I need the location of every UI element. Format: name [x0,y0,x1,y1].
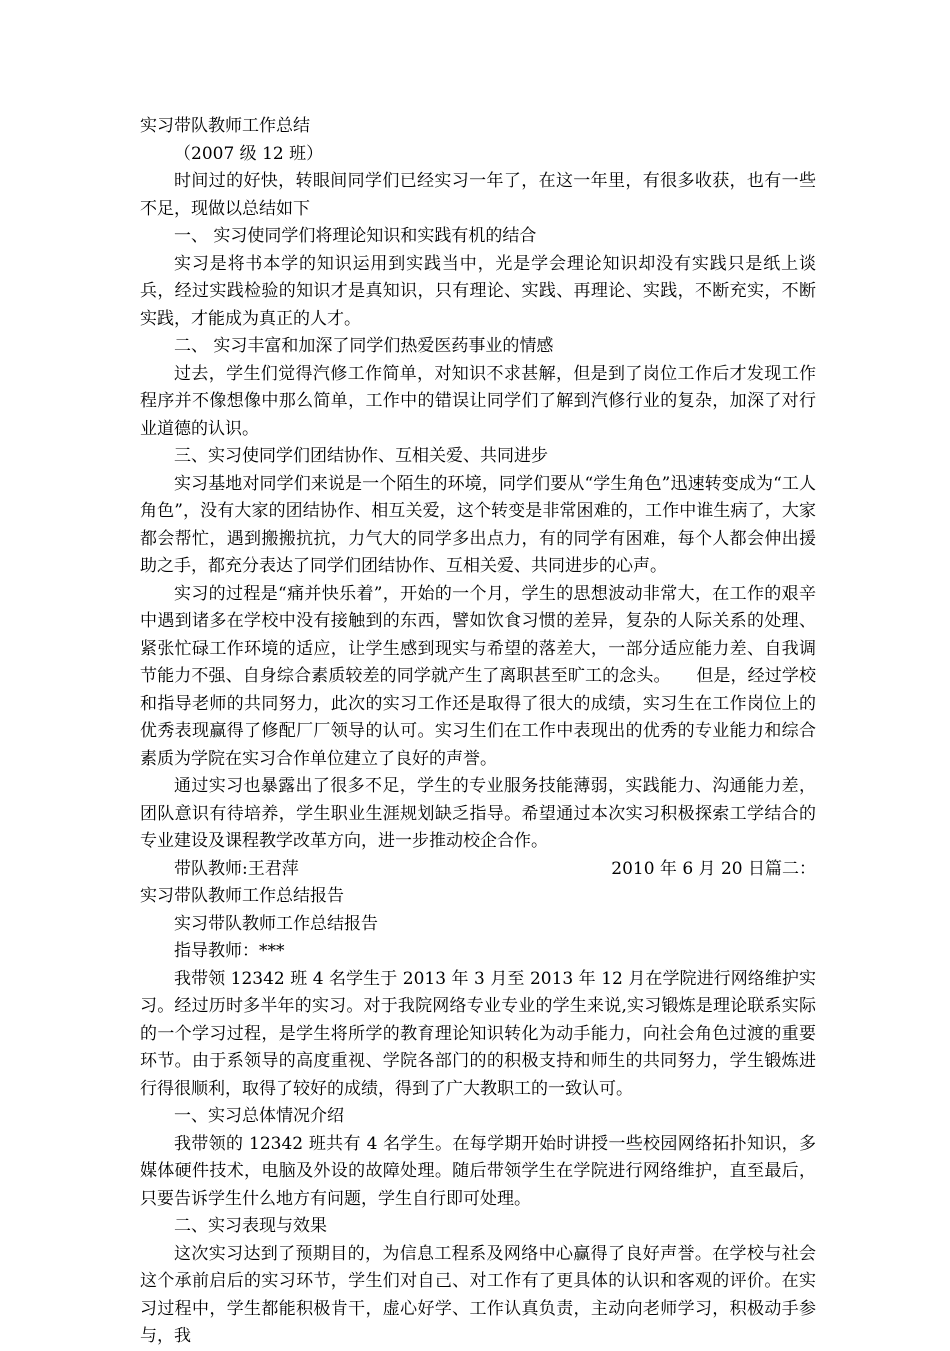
document-body [140,113,816,1351]
document-title: 实习带队教师工作总结 [140,116,310,136]
report-paragraph-2: 我带领的 12342 班共有 4 名学生。在每学期开始时讲授一些校园网络拓扑知识，多媒体硬件技术，电脑及外设的故障处理。随后带领学生在学院进行网络维护，直至最后，只要告诉学生什么地方有问题，学生自行即可处理。 [140,1133,816,1209]
signature-date: 2010 年 6 月 20 日篇二： [611,858,816,879]
report-paragraph-1: 我带领 12342 班 4 名学生于 2013 年 3 月至 2013 年 12 月在学院进行网络维护实习。经过历时多半年的实习。对于我院网络专业专业的学生来说,实习锻炼是理论联系实际的一个学习过程，是学生将所学的教育理论知识转化为动手能力，向社会角色过渡的重要环节。由于系领导的高度重视、学院各部门的的积极支持和师生的共同努力，学生锻炼进行得很顺利，取得了较好的成绩，得到了广大教职工的一致认可。 [140,968,816,1099]
signature-row [140,856,816,884]
second-title-line: 实习带队教师工作总结报告 [140,886,344,906]
paragraph-1: 实习是将书本学的知识运用到实践当中，光是学会理论知识却没有实践只是纸上谈兵，经过实践检验的知识才是真知识，只有理论、实践、再理论、实践，不断充实，不断实践，才能成为真正的人才。 [140,253,816,329]
report-section-heading-1: 一、实习总体情况介绍 [174,1106,344,1126]
class-label: （2007 级 12 班） [174,143,324,164]
signature-teacher: 带队教师:王君萍 [174,858,299,879]
paragraph-3: 实习基地对同学们来说是一个陌生的环境，同学们要从“学生角色”迅速转变成为“工人角色”，没有大家的团结协作、相互关爱，这个转变是非常困难的，工作中谁生病了，大家都会帮忙，遇到搬搬抗抗，力气大的同学多出点力，有的同学有困难，每个人都会伸出援助之手，都充分表达了同学们团结协作、互相关爱、共同进步的心声。 [140,473,816,576]
report-section-heading-2: 二、实习表现与效果 [174,1216,327,1236]
paragraph-2: 过去，学生们觉得汽修工作简单，对知识不求甚解，但是到了岗位工作后才发现工作程序并不像想像中那么简单，工作中的错误让同学们了解到汽修行业的复杂，加深了对行业道德的认识。 [140,363,816,439]
section-heading-2: 二、 实习丰富和加深了同学们热爱医药事业的情感 [174,336,554,356]
section-heading-1: 一、 实习使同学们将理论知识和实践有机的结合 [174,226,537,246]
paragraph-5: 通过实习也暴露出了很多不足，学生的专业服务技能薄弱，实践能力、沟通能力差，团队意识有待培养，学生职业生涯规划缺乏指导。希望通过本次实习积极探索工学结合的专业建设及课程教学改革方向，进一步推动校企合作。 [140,776,816,851]
paragraph-intro: 时间过的好快，转眼间同学们已经实习一年了，在这一年里，有很多收获，也有一些不足，现做以总结如下 [140,171,816,219]
paragraph-4: 实习的过程是“痛并快乐着”，开始的一个月，学生的思想波动非常大，在工作的艰辛中遇到诸多在学校中没有接触到的东西，譬如饮食习惯的差异，复杂的人际关系的处理、紧张忙碌工作环境的适应，让学生感到现实与希望的落差大，一部分适应能力差、自我调节能力不强、自身综合素质较差的同学就产生了离职甚至旷工的念头。 但是，经过学校和指导老师的共同努力，此次的实习工作还是取得了很大的成绩，实习生在工作岗位上的优秀表现赢得了修配厂厂领导的认可。实习生们在工作中表现出的优秀的专业能力和综合素质为学院在实习合作单位建立了良好的声誉。 [140,583,816,769]
second-heading: 实习带队教师工作总结报告 [174,913,378,934]
report-paragraph-3: 这次实习达到了预期目的，为信息工程系及网络中心赢得了良好声誉。在学校与社会这个承前启后的实习环节，学生们对自己、对工作有了更具体的认识和客观的评价。在实习过程中，学生都能积极肯干，虚心好学、工作认真负责，主动向老师学习，积极动手参与，我 [140,1243,816,1346]
section-heading-3: 三、实习使同学们团结协作、互相关爱、共同进步 [174,446,548,466]
advisor-line: 指导教师：*** [174,941,285,961]
